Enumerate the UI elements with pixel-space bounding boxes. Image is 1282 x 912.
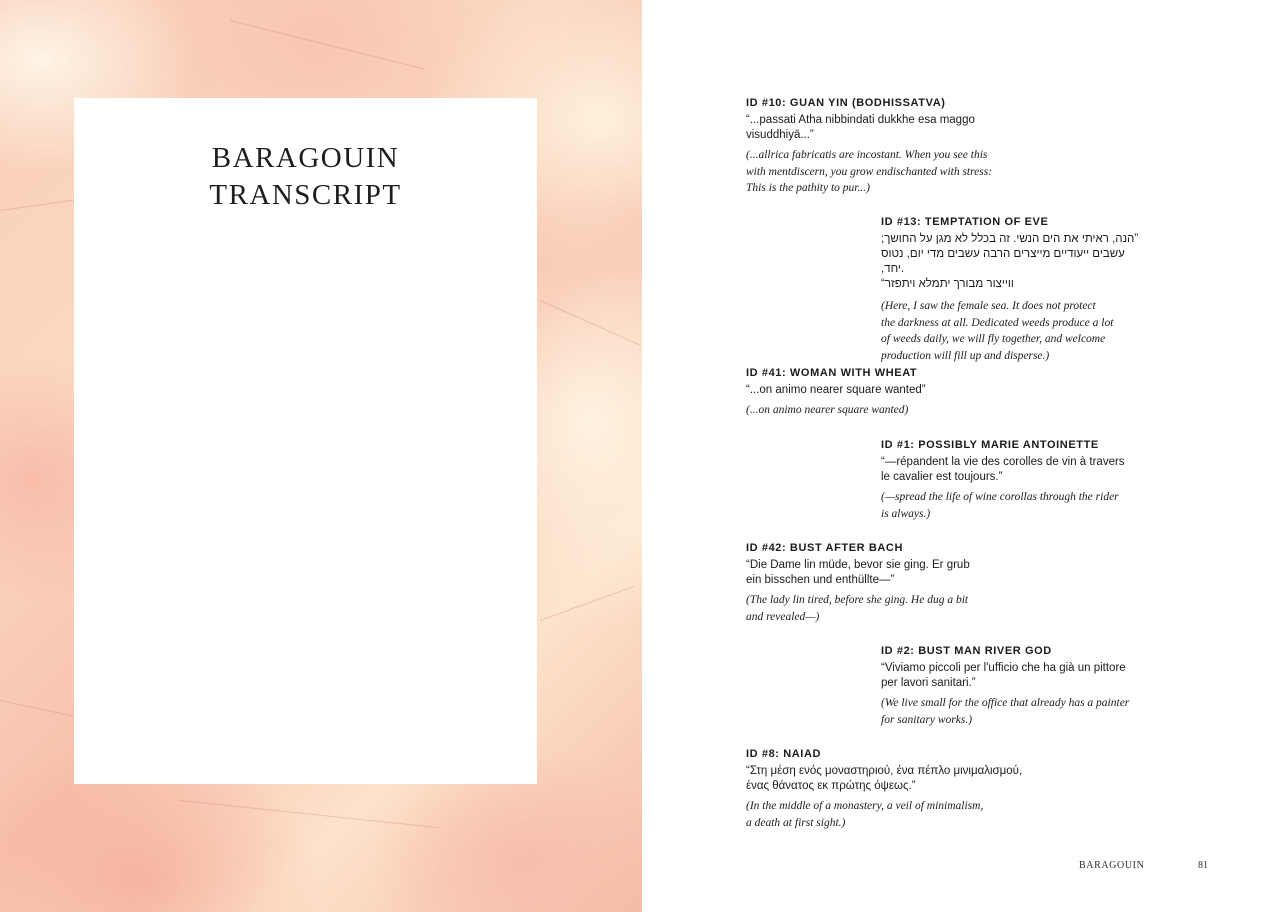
entry-id: ID #2: BUST MAN RIVER GOD [881, 645, 1052, 657]
quote-line: “—répandent la vie des corolles de vin à travers [881, 456, 1125, 468]
translation-line: for sanitary works.) [881, 713, 973, 726]
entry-id: ID #10: GUAN YIN (BODHISSATVA) [746, 97, 946, 109]
entry-quote [746, 113, 1036, 143]
marble-vein [230, 20, 424, 69]
transcript-entry [746, 96, 1036, 197]
quote-line: ווייצור מבורך יתמלא ויתפזר“ [881, 278, 1014, 290]
entry-translation [746, 798, 1036, 831]
entry-quote [881, 232, 1146, 292]
transcript-entry [746, 366, 1036, 419]
quote-line: ein bisschen und enthüllte—” [746, 574, 895, 586]
page-number: 81 [1198, 860, 1208, 871]
transcript-entry [881, 215, 1146, 364]
title-card [74, 98, 537, 784]
transcript-entry [746, 747, 1036, 831]
quote-line: “Viviamo piccoli per l'ufficio che ha già un pittore [881, 662, 1126, 674]
translation-line: is always.) [881, 507, 931, 520]
translation-line: (In the middle of a monastery, a veil of minimalism, [746, 800, 984, 812]
entry-translation [881, 489, 1146, 522]
entry-translation [746, 402, 1036, 419]
page-title-line: BARAGOUIN [211, 142, 400, 174]
entry-translation [746, 147, 1036, 197]
entry-translation [881, 298, 1146, 364]
translation-line: the darkness at all. Dedicated weeds produce a lot [881, 316, 1114, 329]
translation-line: (—spread the life of wine corollas through the rider [881, 491, 1119, 503]
entry-quote [881, 455, 1146, 485]
quote-line: per lavori sanitari.” [881, 677, 976, 689]
entry-id: ID #1: POSSIBLY MARIE ANTOINETTE [881, 439, 1099, 451]
translation-line: (...allrica fabricatis are incostant. When you see this [746, 149, 988, 161]
marble-vein [540, 300, 641, 346]
translation-line: with mentdiscern, you grow endischanted with stress: [746, 165, 993, 178]
quote-line: ένας θάνατος εκ πρώτης όψεως.” [746, 780, 916, 792]
entry-translation [746, 592, 1036, 625]
marble-vein [540, 586, 634, 621]
translation-line: (Here, I saw the female sea. It does not protect [881, 300, 1096, 312]
running-title: BARAGOUIN [1079, 860, 1145, 871]
entry-id: ID #8: NAIAD [746, 748, 822, 760]
entry-quote [746, 558, 1036, 588]
translation-line: (...on animo nearer square wanted) [746, 404, 909, 416]
quote-line: le cavalier est toujours.” [881, 471, 1003, 483]
entry-quote [746, 383, 1036, 398]
transcript-entry [881, 644, 1151, 728]
page-title-line: TRANSCRIPT [209, 179, 402, 211]
quote-line: “Die Dame lin müde, bevor sie ging. Er grub [746, 559, 970, 571]
entry-id: ID #41: WOMAN WITH WHEAT [746, 367, 918, 379]
marble-vein [180, 800, 439, 828]
entry-translation [881, 695, 1151, 728]
translation-line: production will fill up and disperse.) [881, 349, 1050, 362]
quote-line: ”הנה, ראיתי את הים הנשי. זה בכלל לא מגן על החושך; [881, 233, 1139, 245]
quote-line: visuddhiyā...” [746, 129, 814, 141]
page-title [74, 140, 537, 214]
entry-quote [881, 661, 1151, 691]
quote-line: עשבים ייעודיים מייצרים הרבה עשבים מדי יום, נטוס .יחד, [881, 248, 1125, 275]
translation-line: a death at first sight.) [746, 816, 846, 829]
translation-line: of weeds daily, we will fly together, and welcome [881, 333, 1106, 345]
entry-id: ID #13: TEMPTATION OF EVE [881, 216, 1049, 228]
translation-line: (The lady lin tired, before she ging. He dug a bit [746, 594, 969, 606]
entry-quote [746, 764, 1036, 794]
transcript-entry [746, 541, 1036, 625]
transcript-entry [881, 438, 1146, 522]
translation-line: This is the pathity to pur...) [746, 182, 870, 194]
quote-line: “Στη μέση ενός μοναστηριού, ένα πέπλο μινιμαλισμού, [746, 765, 1023, 777]
quote-line: “...on animo nearer square wanted” [746, 384, 926, 396]
quote-line: “...passati Atha nibbindati dukkhe esa maggo [746, 114, 975, 126]
entry-id: ID #42: BUST AFTER BACH [746, 542, 904, 554]
translation-line: (We live small for the office that already has a painter [881, 697, 1130, 709]
translation-line: and revealed—) [746, 610, 820, 623]
